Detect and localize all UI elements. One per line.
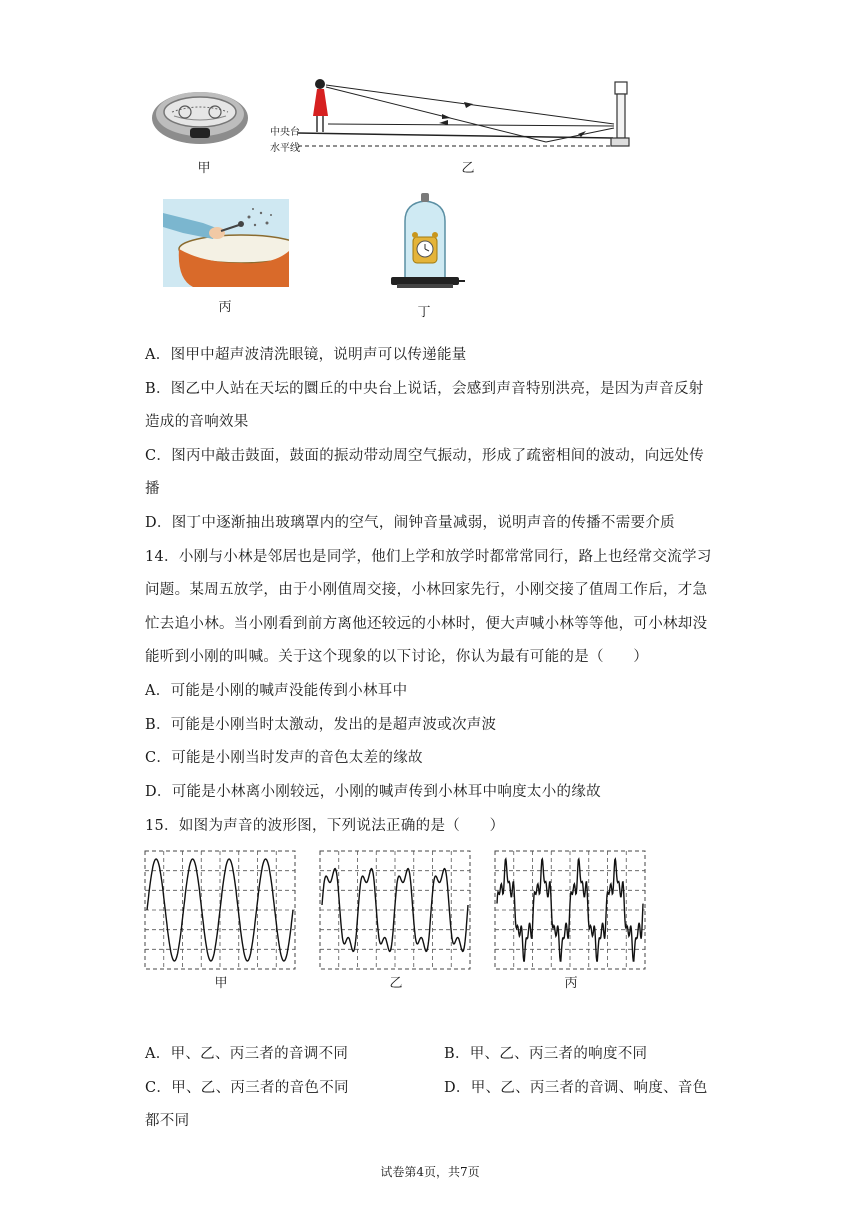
figure-bing-caption: 丙	[218, 300, 232, 315]
q14-option-c: C．可能是小刚当时发声的音色太差的缘故	[145, 750, 423, 766]
q15-option-d-cont: 都不同	[145, 1113, 190, 1129]
q15-option-b: B．甲、乙、丙三者的响度不同	[444, 1046, 648, 1062]
wave-yi-caption: 乙	[389, 976, 403, 991]
q13-option-b: B．图乙中人站在天坛的圜丘的中央台上说话，会感到声音特别洪亮，是因为声音反射	[145, 381, 704, 397]
q14-stem-line-3: 忙去追小林。当小刚看到前方离他还较远的小林时，便大声喊小林等等他，可小林却没	[145, 616, 708, 632]
q13-option-a: A．图甲中超声波清洗眼镜，说明声可以传递能量	[145, 347, 467, 363]
q15-option-c: C．甲、乙、丙三者的音色不同	[145, 1080, 349, 1096]
q15-waveforms-figure	[140, 848, 655, 973]
q14-option-b: B．可能是小刚当时太激动，发出的是超声波或次声波	[145, 717, 497, 733]
figure-ding-caption: 丁	[417, 305, 431, 320]
figure-yi-caption: 乙	[461, 161, 475, 176]
q15-option-d: D．甲、乙、丙三者的音调、响度、音色	[444, 1080, 708, 1096]
q13-option-d: D．图丁中逐渐抽出玻璃罩内的空气，闹钟音量减弱，说明声音的传播不需要介质	[145, 515, 675, 531]
q14-stem-line-2: 问题。某周五放学，由于小刚值周交接，小林回家先行，小刚交接了值周工作后，才急	[145, 582, 708, 598]
figure-jia-ultrasonic-cleaner	[150, 84, 250, 146]
wave-jia-caption: 甲	[214, 976, 228, 991]
q14-stem-line-4: 能听到小刚的叫喊。关于这个现象的以下讨论，你认为最有可能的是（ ）	[145, 649, 649, 665]
platform-label: 中央台	[270, 127, 300, 138]
q14-option-d: D．可能是小林离小刚较远，小刚的喊声传到小林耳中响度太小的缘故	[145, 784, 601, 800]
figure-jia-caption: 甲	[197, 161, 211, 176]
horizon-label: 水平线	[270, 143, 300, 154]
wave-bing-caption: 丙	[564, 976, 578, 991]
figure-yi-echo-diagram	[268, 76, 640, 158]
q14-stem-line-1: 14．小刚与小林是邻居也是同学，他们上学和放学时都常常同行，路上也经常交流学习	[145, 549, 712, 565]
q14-option-a: A．可能是小刚的喊声没能传到小林耳中	[145, 683, 408, 699]
q13-option-c-cont: 播	[145, 481, 160, 497]
figure-ding-bell-jar	[385, 191, 465, 291]
figure-bing-drum	[163, 199, 289, 287]
q13-option-c: C．图丙中敲击鼓面，鼓面的振动带动周空气振动，形成了疏密相间的波动，向远处传	[145, 448, 704, 464]
page-footer: 试卷第4页，共7页	[380, 1165, 480, 1179]
q15-stem: 15．如图为声音的波形图，下列说法正确的是（ ）	[145, 818, 505, 834]
q15-option-a: A．甲、乙、丙三者的音调不同	[145, 1046, 349, 1062]
q13-option-b-cont: 造成的音响效果	[145, 414, 249, 430]
